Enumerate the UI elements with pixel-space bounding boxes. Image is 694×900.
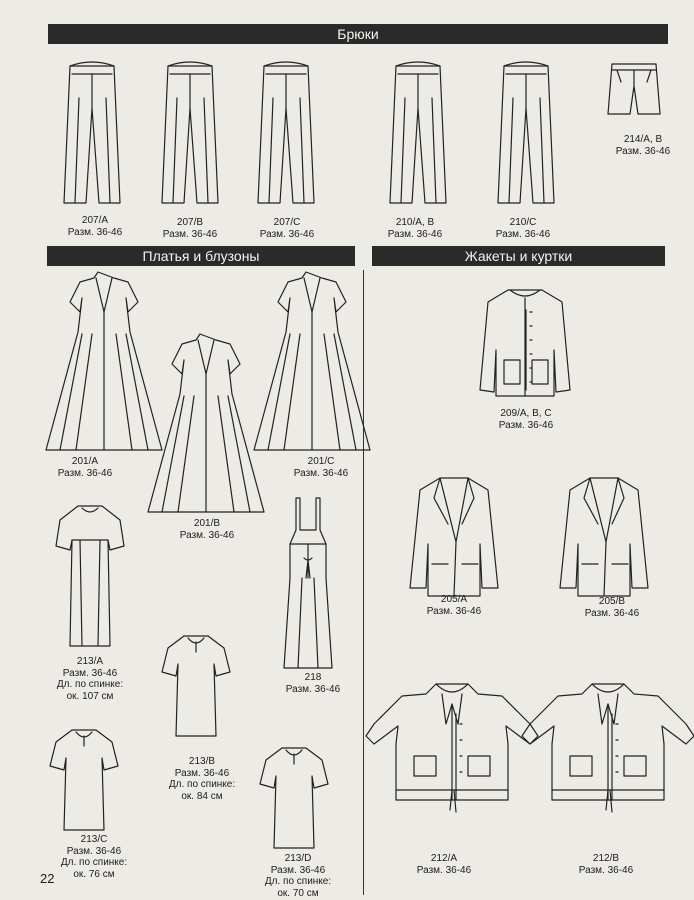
caption-213a [48,656,132,702]
length-label-213b: Дл. по спинке: [168,779,236,790]
pants-210ab-illustration [394,58,450,208]
code-201b: 201/B [193,518,221,529]
caption-210c [483,217,563,240]
caption-201c [284,456,358,479]
jacket-205a-illustration [414,478,494,598]
caption-212b [566,853,646,876]
caption-201b [170,518,244,541]
code-201a: 201/A [71,456,99,467]
parka-212b-illustration [552,684,664,814]
size-212b: Разм. 36-46 [578,864,634,876]
size-213d: Разм. 36-46 [270,864,326,876]
pants-207a-illustration [68,58,124,208]
dress-201a-illustration [74,272,140,452]
caption-218 [278,672,348,695]
parka-212a-illustration [396,684,508,814]
code-213c: 213/C [80,834,108,845]
size-207b: Разм. 36-46 [162,228,218,240]
length-label-213c: Дл. по спинке: [60,857,128,868]
code-213b: 213/B [188,756,216,767]
size-205a: Разм. 36-46 [426,605,482,617]
pants-207c-illustration [262,58,318,208]
code-205b: 205/B [598,596,626,607]
size-213c: Разм. 36-46 [66,845,122,857]
size-209: Разм. 36-46 [498,419,554,431]
dress-213c-illustration [54,730,116,832]
jacket-205b-illustration [564,478,644,598]
caption-213c [52,834,136,880]
code-207a: 207/A [81,215,109,226]
code-209: 209/A, B, C [500,408,552,419]
code-213d: 213/D [284,853,312,864]
section-header-jackets: Жакеты и куртки [372,246,665,266]
length-213b: ок. 84 см [181,790,223,802]
length-label-213a: Дл. по спинке: [56,679,124,690]
caption-205b [572,596,652,619]
size-212a: Разм. 36-46 [416,864,472,876]
size-213b: Разм. 36-46 [174,767,230,779]
caption-212a [404,853,484,876]
length-213d: ок. 70 см [277,887,319,899]
code-201c: 201/C [307,456,335,467]
sundress-218-illustration [288,498,330,670]
page-number: 22 [40,871,55,886]
caption-213d [256,853,340,899]
size-201b: Разм. 36-46 [179,529,235,541]
code-212b: 212/B [592,853,620,864]
size-214ab: Разм. 36-46 [615,145,671,157]
section-header-dresses: Платья и блузоны [47,246,355,266]
code-207b: 207/B [176,217,204,228]
caption-210ab [375,217,455,240]
code-218: 218 [304,672,322,683]
code-210c: 210/C [509,217,537,228]
shorts-214ab-illustration [612,58,664,120]
length-213c: ок. 76 см [73,868,115,880]
size-201a: Разм. 36-46 [57,467,113,479]
pants-207b-illustration [166,58,222,208]
code-210ab: 210/A, B [395,217,435,228]
dress-201c-illustration [282,272,348,452]
dress-213d-illustration [264,748,326,850]
dress-201b-illustration [176,334,242,514]
caption-207a [60,215,130,238]
length-label-213d: Дл. по спинке: [264,876,332,887]
caption-205a [414,594,494,617]
caption-209 [484,408,568,431]
length-213a: ок. 107 см [66,690,114,702]
code-205a: 205/A [440,594,468,605]
caption-207c [252,217,322,240]
size-201c: Разм. 36-46 [293,467,349,479]
dress-213b-illustration [166,636,228,738]
code-213a: 213/A [76,656,104,667]
size-213a: Разм. 36-46 [62,667,118,679]
dress-213a-illustration [60,506,122,648]
code-207c: 207/C [273,217,301,228]
section-header-pants: Брюки [48,24,668,44]
pants-210c-illustration [502,58,558,208]
size-205b: Разм. 36-46 [584,607,640,619]
code-212a: 212/A [430,853,458,864]
size-210ab: Разм. 36-46 [387,228,443,240]
caption-201a [50,456,120,479]
size-207c: Разм. 36-46 [259,228,315,240]
size-207a: Разм. 36-46 [67,226,123,238]
code-214ab: 214/A, B [623,134,663,145]
column-divider [363,270,364,895]
jacket-209-illustration [484,290,566,398]
caption-214ab [603,134,683,157]
size-210c: Разм. 36-46 [495,228,551,240]
caption-207b [155,217,225,240]
caption-213b [160,756,244,802]
size-218: Разм. 36-46 [285,683,341,695]
